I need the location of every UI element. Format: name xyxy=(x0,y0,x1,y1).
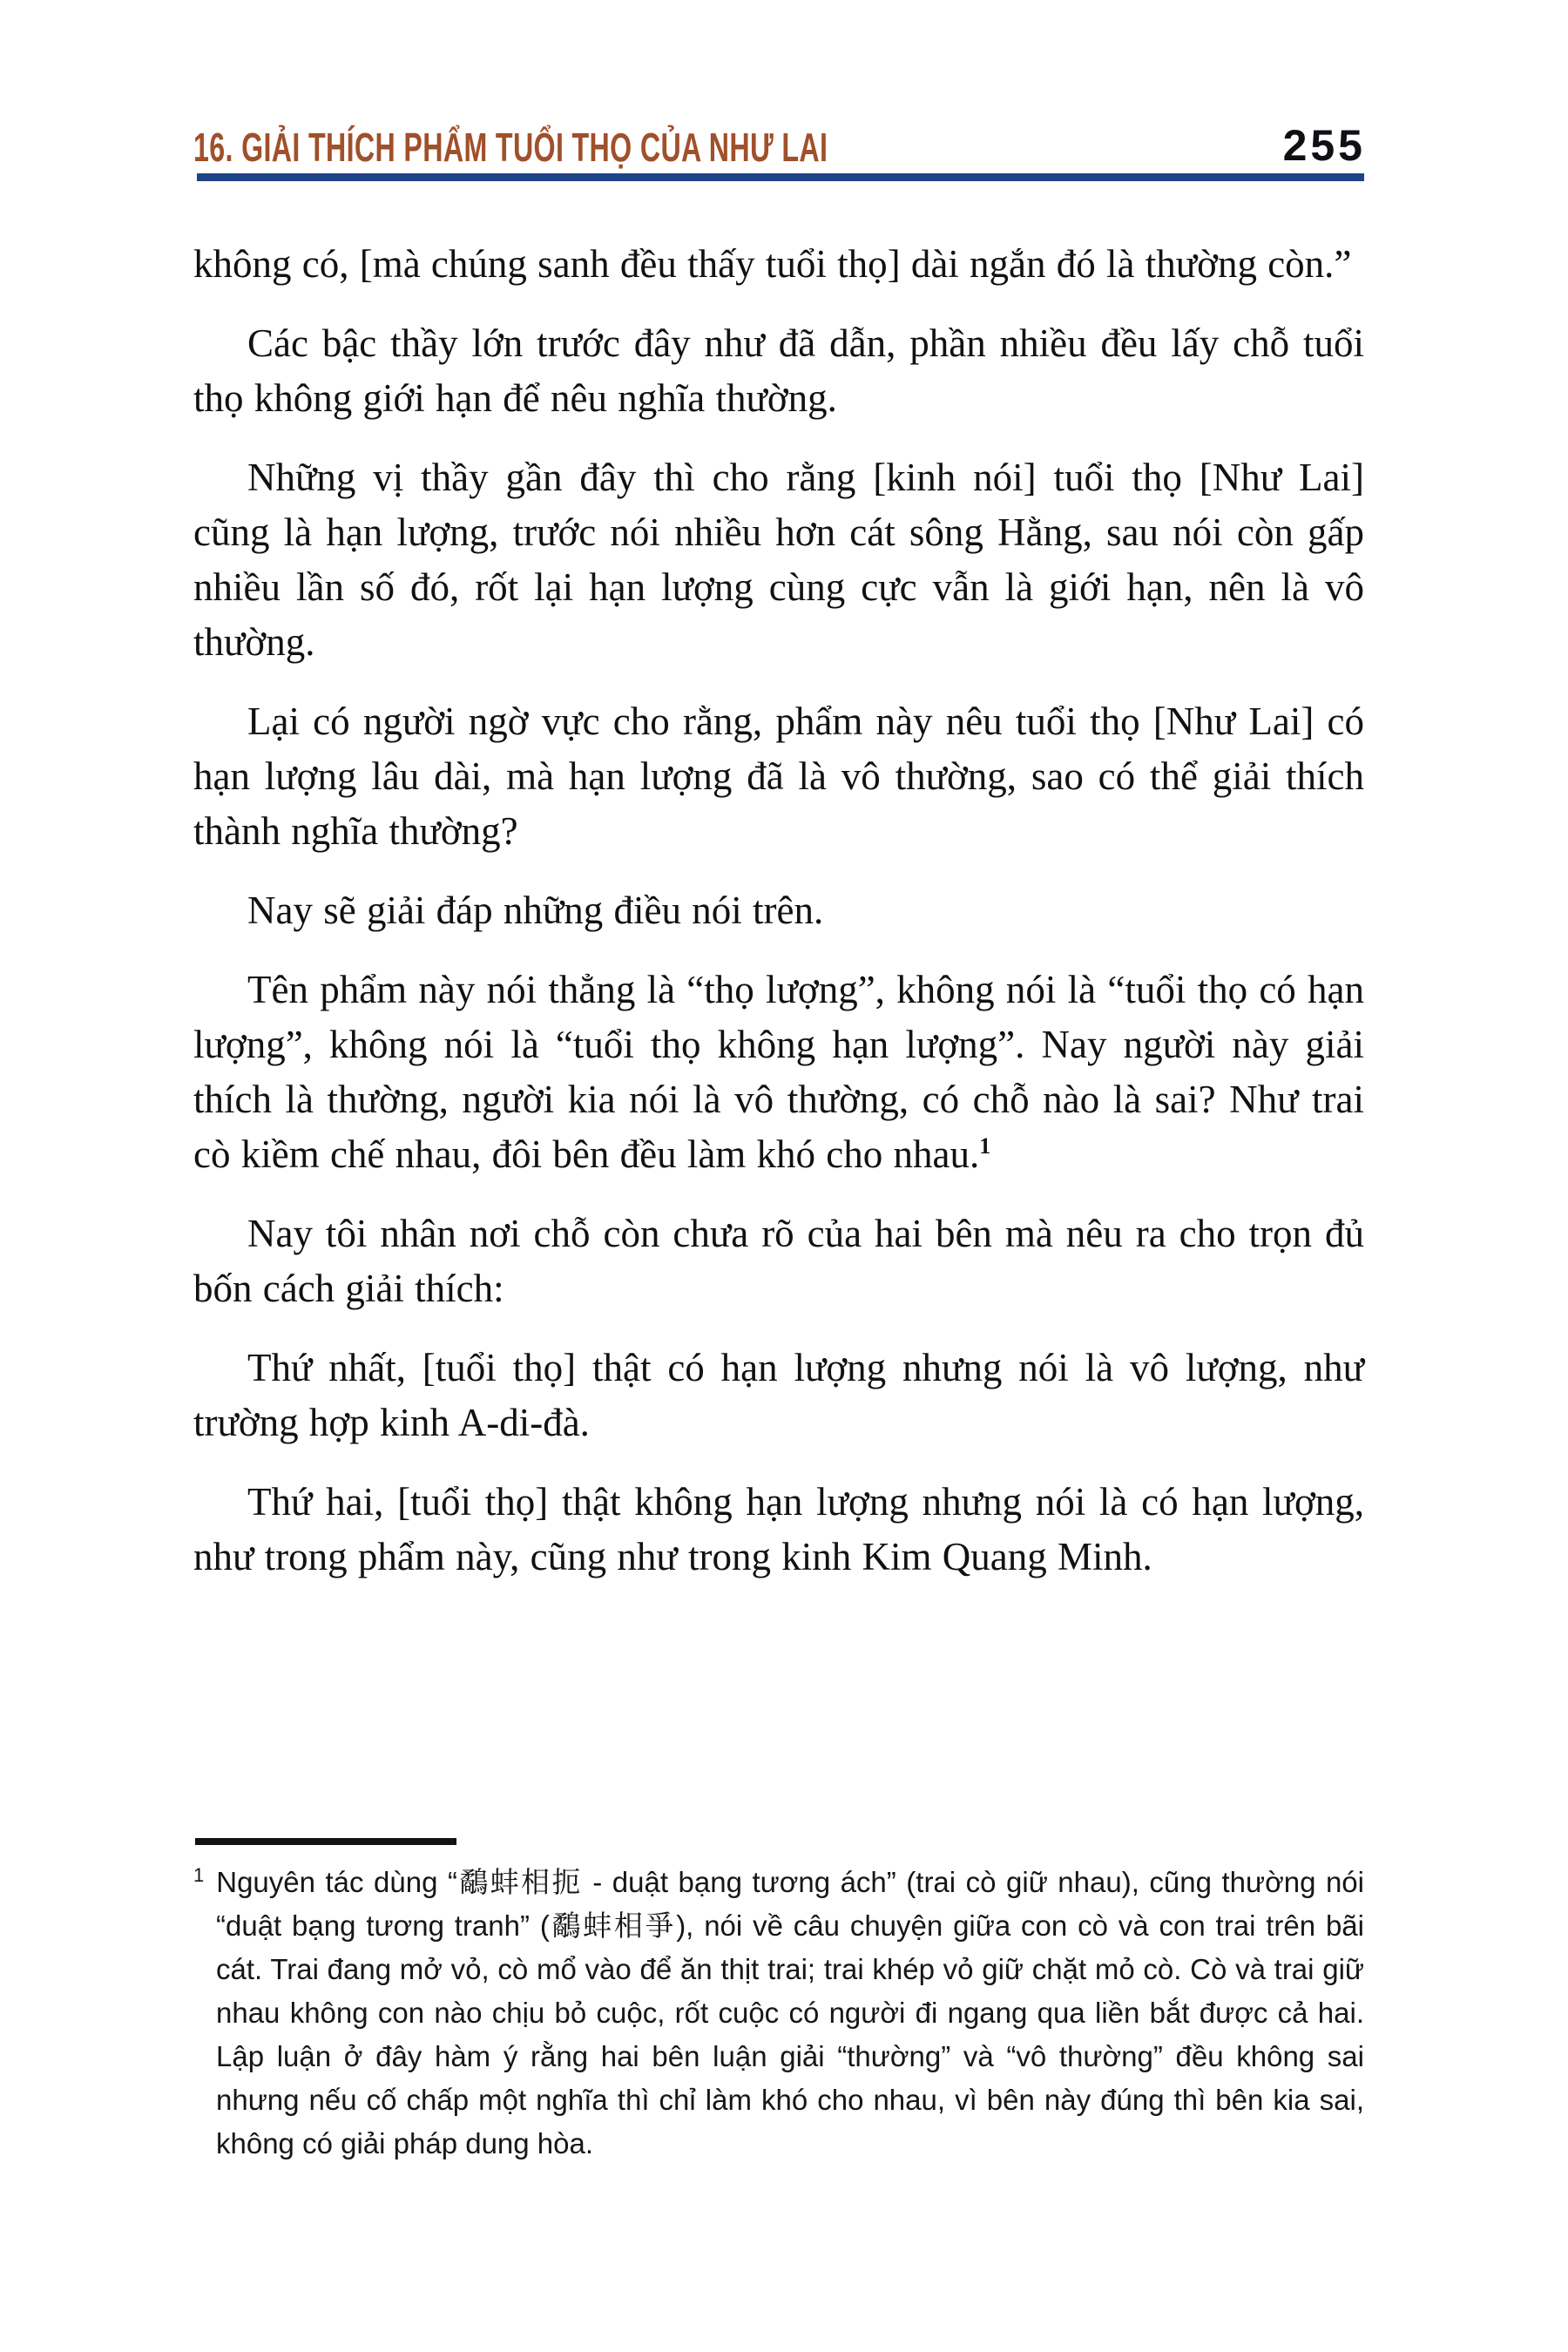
chapter-title: 16. GIẢI THÍCH PHẨM TUỔI THỌ CỦA NHƯ LAI xyxy=(193,125,828,170)
header-rule xyxy=(197,173,1364,181)
body-paragraph: Thứ nhất, [tuổi thọ] thật có hạn lượng nhưng nói là vô lượng, như trường hợp kinh A-di-đà. xyxy=(193,1346,1364,1444)
footnote xyxy=(193,1861,1364,2166)
body-paragraph xyxy=(193,963,1364,1182)
body-paragraph: Các bậc thầy lớn trước đây như đã dẫn, phần nhiều đều lấy chỗ tuổi thọ không giới hạn để nêu nghĩa thường. xyxy=(193,321,1364,420)
body-paragraph: Thứ hai, [tuổi thọ] thật không hạn lượng nhưng nói là có hạn lượng, như trong phẩm này, cũng như trong kinh Kim Quang Minh. xyxy=(193,1480,1364,1578)
body-paragraph: Nay sẽ giải đáp những điều nói trên. xyxy=(247,889,824,932)
body-paragraph: Lại có người ngờ vực cho rằng, phẩm này nêu tuổi thọ [Như Lai] có hạn lượng lâu dài, mà hạn lượng đã là vô thường, sao có thể giải thích thành nghĩa thường? xyxy=(193,700,1364,853)
body-paragraph: Nay tôi nhân nơi chỗ còn chưa rõ của hai bên mà nêu ra cho trọn đủ bốn cách giải thích: xyxy=(193,1212,1364,1310)
footnote-text: Nguyên tác dùng “鷸蚌相扼 - duật bạng tương ách” (trai cò giữ nhau), cũng thường nói “duật bạng tương tranh” (鷸蚌相爭), nói về câu chuyện giữa con cò và con trai trên bãi cát. Trai đang mở vỏ, cò mổ vào để ăn thịt trai; trai khép vỏ giữ chặt mỏ cò. Cò và trai giữ nhau không con nào chịu bỏ cuộc, rốt cuộc có người đi ngang qua liền bắt được cả hai. Lập luận ở đây hàm ý rằng hai bên luận giải “thường” và “vô thường” đều không sai nhưng nếu cố chấp một nghĩa thì chỉ làm khó cho nhau, vì bên này đúng thì bên kia sai, không có giải pháp dung hòa. xyxy=(216,1866,1364,2159)
page-header xyxy=(193,113,1366,170)
page-number: 255 xyxy=(1282,121,1366,170)
body-text xyxy=(193,237,1364,1609)
footnote-reference: 1 xyxy=(979,1133,991,1159)
footnote-marker: 1 xyxy=(193,1864,205,1886)
footnote-separator xyxy=(195,1838,456,1845)
body-paragraph: không có, [mà chúng sanh đều thấy tuổi thọ] dài ngắn đó là thường còn.” xyxy=(193,242,1352,286)
body-paragraph-text: Tên phẩm này nói thẳng là “thọ lượng”, không nói là “tuổi thọ có hạn lượng”, không nói là “tuổi thọ không hạn lượng”. Nay người này giải thích là thường, người kia nói là vô thường, có chỗ nào là sai? Như trai cò kiềm chế nhau, đôi bên đều làm khó cho nhau. xyxy=(193,968,1364,1176)
body-paragraph: Những vị thầy gần đây thì cho rằng [kinh nói] tuổi thọ [Như Lai] cũng là hạn lượng, trước nói nhiều hơn cát sông Hằng, sau nói còn gấp nhiều lần số đó, rốt lại hạn lượng cùng cực vẫn là giới hạn, nên là vô thường. xyxy=(193,456,1364,664)
